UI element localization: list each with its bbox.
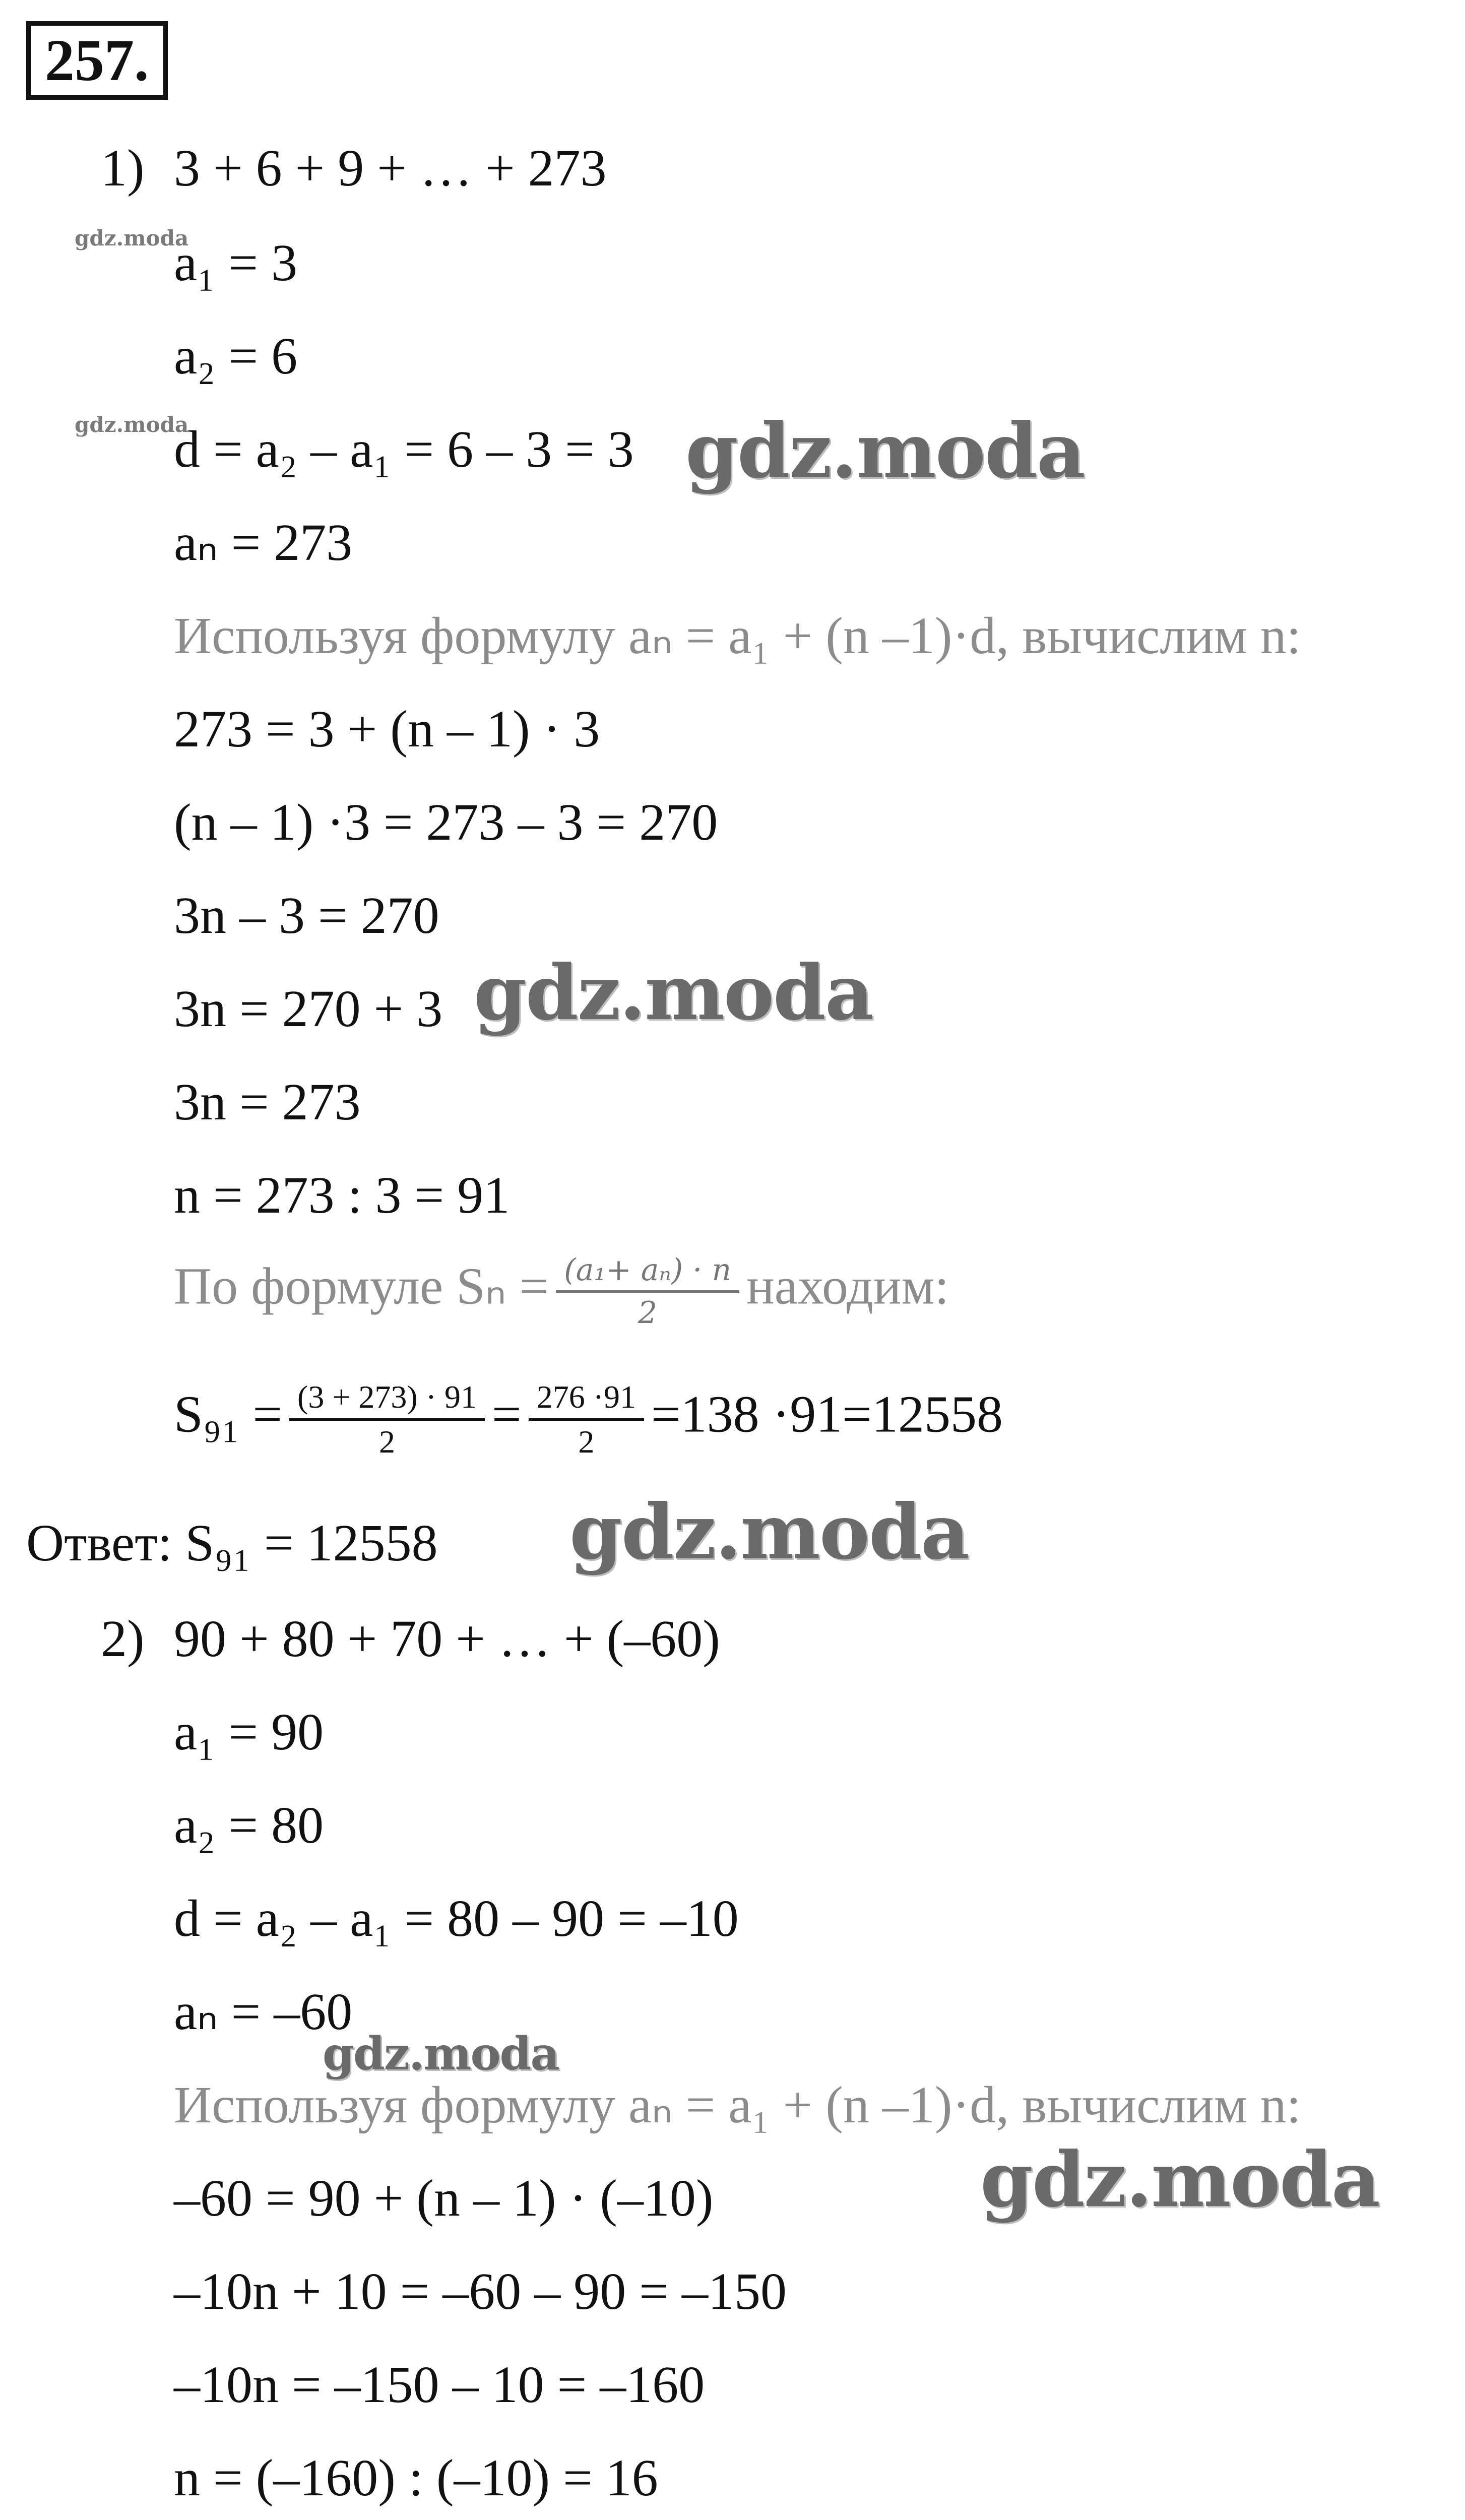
watermark: gdz.moda <box>569 1488 969 1577</box>
watermark: gdz.moda <box>323 2027 559 2081</box>
part2-step-1: –60 = 90 + (n – 1) · (–10) <box>174 2169 714 2227</box>
part1-step-6: n = 273 : 3 = 91 <box>174 1166 510 1224</box>
part1-sum-formula <box>174 1252 949 1331</box>
part2-step-2: –10n + 10 = –60 – 90 = –150 <box>174 2262 787 2320</box>
part1-step-2: (n – 1) ·3 = 273 – 3 = 270 <box>174 793 718 851</box>
part2-series: 90 + 80 + 70 + … + (–60) <box>174 1610 720 1668</box>
part2-step-4: n = (–160) : (–10) = 16 <box>174 2449 658 2507</box>
sum-fraction-1 <box>289 1381 485 1458</box>
sum-formula-suffix: находим: <box>746 1257 949 1315</box>
sum-fraction-1-denominator: 2 <box>289 1418 485 1458</box>
part1-sum-calc <box>174 1381 1003 1458</box>
part2-an: aₙ = –60 <box>174 1983 353 2041</box>
sum-fraction-1-numerator: (3 + 273) · 91 <box>297 1379 477 1415</box>
part2-d: d = a₂ – a₁ = 80 – 90 = –10 <box>174 1889 739 1947</box>
part1-marker: 1) <box>101 139 145 197</box>
watermark: gdz.moda <box>685 407 1085 495</box>
part1-step-5: 3n = 273 <box>174 1073 361 1131</box>
part1-d: d = a₂ – a₁ = 6 – 3 = 3 <box>174 420 634 478</box>
part1-step-1: 273 = 3 + (n – 1) · 3 <box>174 700 600 758</box>
sum-formula-denominator: 2 <box>556 1290 739 1328</box>
watermark: gdz.moda <box>75 226 189 250</box>
part1-step-4: 3n = 270 + 3 <box>174 980 443 1038</box>
part1-an: aₙ = 273 <box>174 514 353 572</box>
part1-answer: Ответ: S₉₁ = 12558 <box>26 1514 438 1572</box>
sum-fraction-2-denominator: 2 <box>529 1418 644 1458</box>
sum-lhs: S₉₁ = <box>174 1385 283 1443</box>
part1-a2: a₂ = 6 <box>174 327 298 385</box>
part2-a1: a₁ = 90 <box>174 1703 324 1761</box>
part2-marker: 2) <box>101 1610 145 1668</box>
sum-formula-fraction <box>556 1252 739 1331</box>
sum-fraction-2 <box>529 1381 644 1458</box>
sum-formula-prefix: По формуле Sₙ = <box>174 1257 549 1315</box>
part1-step-3: 3n – 3 = 270 <box>174 887 439 944</box>
part1-formula-text: Используя формулу aₙ = a₁ + (n –1)·d, вычислим n: <box>174 607 1301 665</box>
part1-series: 3 + 6 + 9 + … + 273 <box>174 139 607 197</box>
problem-number: 257. <box>26 21 168 100</box>
sum-equals: = <box>492 1385 522 1443</box>
watermark: gdz.moda <box>75 412 189 437</box>
part1-a1: a₁ = 3 <box>174 234 298 292</box>
part2-step-3: –10n = –150 – 10 = –160 <box>174 2356 705 2414</box>
sum-formula-numerator: (a₁+ aₙ) · n <box>564 1252 732 1288</box>
sum-result: =138 ·91=12558 <box>651 1385 1003 1443</box>
part2-a2: a₂ = 80 <box>174 1796 324 1854</box>
part2-formula-text: Используя формулу aₙ = a₁ + (n –1)·d, вычислим n: <box>174 2076 1301 2134</box>
watermark: gdz.moda <box>980 2135 1380 2224</box>
sum-fraction-2-numerator: 276 ·91 <box>536 1379 636 1415</box>
watermark: gdz.moda <box>474 949 873 1037</box>
